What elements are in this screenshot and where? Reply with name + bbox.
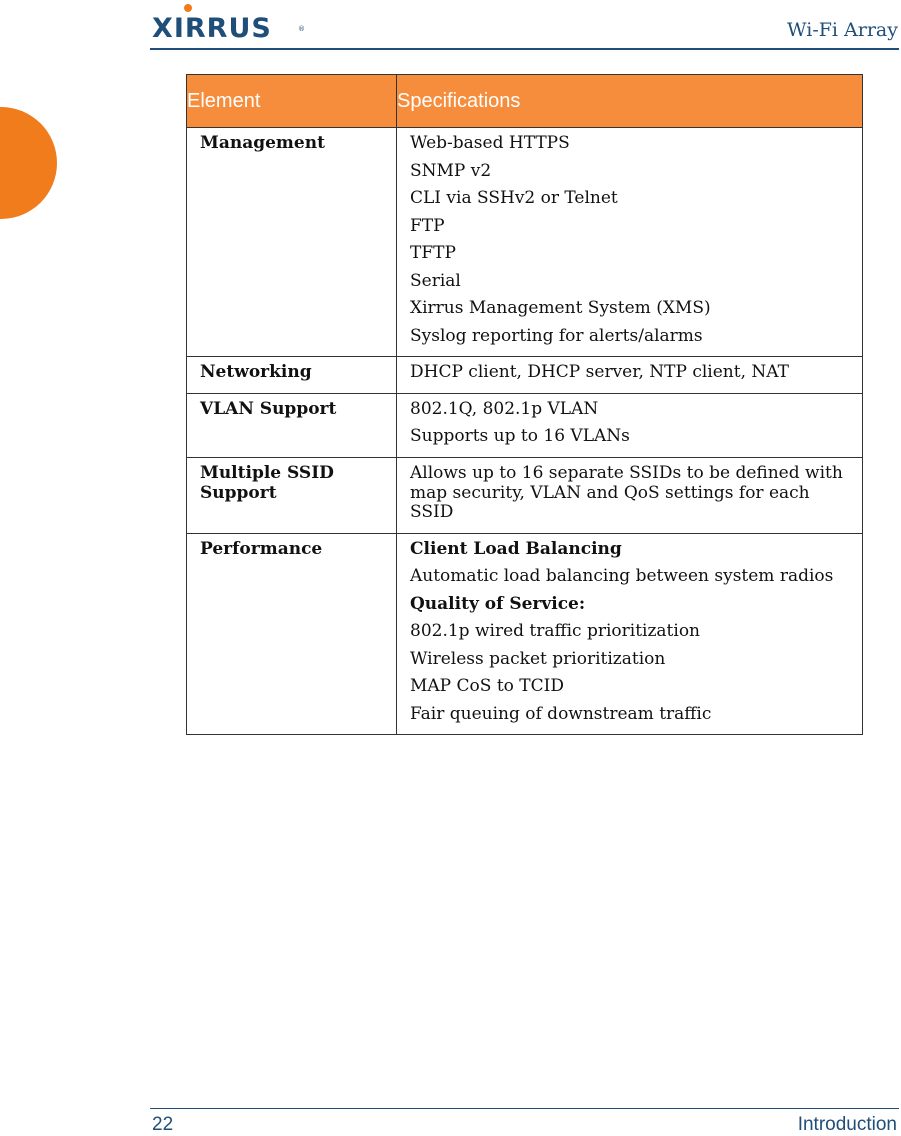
logo-text: XIRRUS [152, 13, 272, 44]
spec-line: Xirrus Management System (XMS) [410, 298, 711, 319]
spec-line: Automatic load balancing between system radios [410, 566, 834, 587]
section-name: Introduction [797, 1114, 897, 1135]
header-divider [150, 48, 899, 50]
spec-line: MAP CoS to TCID [410, 676, 564, 697]
spec-line: Serial [410, 270, 461, 291]
specifications-cell [397, 128, 863, 357]
element-cell: Management [187, 128, 397, 357]
element-cell: Performance [187, 533, 397, 735]
spec-line: 802.1p wired traffic prioritization [410, 621, 701, 642]
specifications-cell [397, 533, 863, 735]
element-cell: VLAN Support [187, 393, 397, 457]
column-header-element: Element [187, 75, 397, 128]
element-cell: Multiple SSID Support [187, 458, 397, 534]
specifications-cell [397, 357, 863, 394]
footer-divider [150, 1108, 899, 1109]
specifications-cell [397, 458, 863, 534]
spec-line: Fair queuing of downstream traffic [410, 703, 712, 724]
xirrus-logo [152, 4, 304, 42]
table-header-row [187, 75, 863, 128]
specifications-table [186, 74, 863, 735]
element-cell: Networking [187, 357, 397, 394]
spec-line: SNMP v2 [410, 160, 492, 181]
spec-line: FTP [410, 215, 445, 236]
chapter-tab-marker [0, 107, 57, 219]
spec-line: Client Load Balancing [410, 538, 622, 559]
spec-line: Supports up to 16 VLANs [410, 426, 630, 447]
spec-line: CLI via SSHv2 or Telnet [410, 188, 618, 209]
spec-line: Web-based HTTPS [410, 133, 570, 153]
spec-line: Syslog reporting for alerts/alarms [410, 325, 703, 346]
table-row [187, 357, 863, 394]
table-row [187, 128, 863, 357]
spec-line: DHCP client, DHCP server, NTP client, NAT [410, 362, 789, 383]
spec-line: Wireless packet prioritization [410, 648, 666, 669]
specifications-cell [397, 393, 863, 457]
spec-line: 802.1Q, 802.1p VLAN [410, 398, 599, 419]
table-row [187, 393, 863, 457]
logo-dot-icon [184, 4, 192, 12]
spec-line: Quality of Service: [410, 593, 586, 614]
table-row [187, 458, 863, 534]
column-header-specifications: Specifications [397, 75, 863, 128]
header-title: Wi-Fi Array [787, 19, 898, 41]
spec-line: Allows up to 16 separate SSIDs to be defined with map security, VLAN and QoS settings for each SSID [410, 463, 843, 523]
spec-line: TFTP [410, 243, 456, 264]
table-row [187, 533, 863, 735]
table-body [187, 128, 863, 735]
page-number: 22 [152, 1114, 174, 1135]
logo-registered-mark: ® [298, 25, 305, 33]
